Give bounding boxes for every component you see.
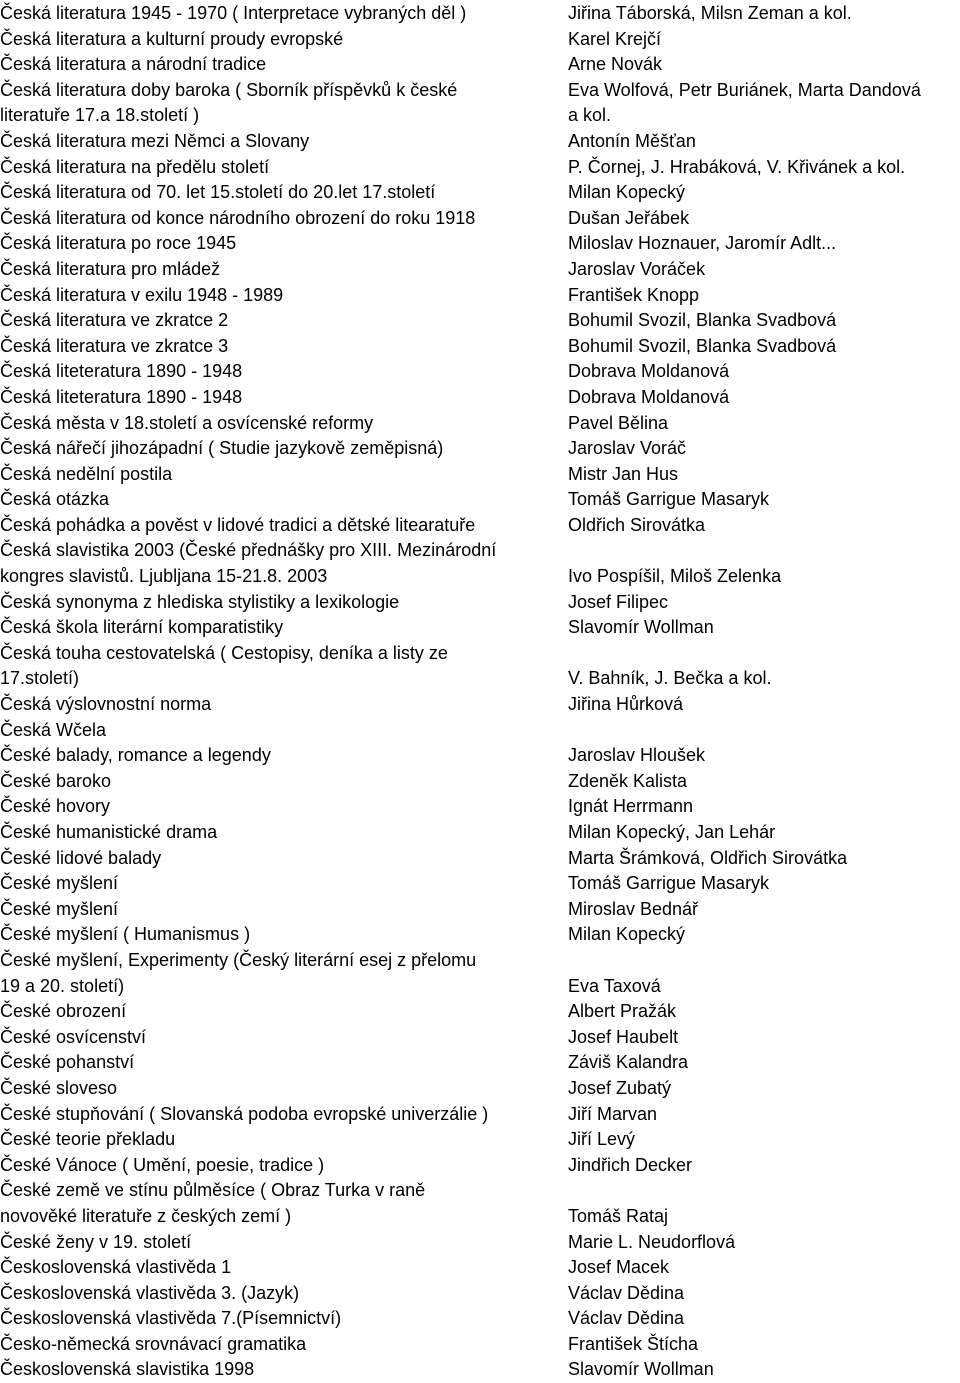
list-item: [0, 820, 960, 846]
book-author: Ivo Pospíšil, Miloš Zelenka: [568, 566, 782, 587]
book-author: Dobrava Moldanová: [568, 361, 730, 382]
book-author: Eva Taxová: [568, 975, 661, 996]
book-title: Česká Wčela: [0, 719, 107, 740]
book-title: České stupňování ( Slovanská podoba evropské univerzálie ): [0, 1103, 489, 1124]
book-author: František Knopp: [568, 284, 700, 305]
book-author: Josef Haubelt: [568, 1026, 679, 1047]
book-author: Miroslav Bednář: [568, 898, 699, 919]
book-author: Jiřina Táborská, Milsn Zeman a kol.: [568, 3, 852, 23]
list-item: [0, 334, 960, 360]
book-title: Česká slavistika 2003 (České přednášky pro XIII. Mezinárodní kongres slavistů. Ljubljana 15-21.8. 2003: [0, 540, 497, 587]
book-author: Milan Kopecký: [568, 182, 686, 203]
book-author: Albert Pražák: [568, 1001, 677, 1022]
list-item: [0, 718, 960, 744]
list-item: [0, 897, 960, 923]
book-author: Bohumil Svozil, Blanka Svadbová: [568, 335, 837, 356]
book-author: [560, 718, 960, 744]
list-item: [0, 52, 960, 78]
list-item: [0, 1332, 960, 1358]
book-author: Jiří Levý: [568, 1129, 636, 1150]
list-item: [0, 27, 960, 53]
book-title: Československá vlastivěda 1: [0, 1257, 232, 1278]
book-title: Česká nedělní postila: [0, 463, 173, 484]
book-title: Česká výslovnostní norma: [0, 694, 212, 715]
book-title: České ženy v 19. století: [0, 1231, 192, 1252]
book-author: Václav Dědina: [568, 1282, 685, 1303]
book-title: České myšlení: [0, 898, 119, 919]
book-title: České myšlení ( Humanismus ): [0, 924, 251, 945]
list-item: [0, 385, 960, 411]
book-author: Josef Zubatý: [568, 1077, 672, 1098]
list-item: [0, 129, 960, 155]
list-item: [0, 1306, 960, 1332]
list-item: [0, 1102, 960, 1128]
book-title: České humanistické drama: [0, 822, 218, 842]
book-title: České obrození: [0, 1001, 127, 1022]
book-author: Miloslav Hoznauer, Jaromír Adlt...: [568, 233, 837, 254]
list-item: [0, 1178, 960, 1229]
list-item: [0, 411, 960, 437]
list-item: [0, 615, 960, 641]
list-item: [0, 948, 960, 999]
list-item: [0, 1153, 960, 1179]
list-item: [0, 641, 960, 692]
book-title: Česká otázka: [0, 489, 110, 510]
book-author: Václav Dědina: [568, 1308, 685, 1329]
book-title: České země ve stínu půlměsíce ( Obraz Turka v raně novověké literatuře z českých zemí ): [0, 1180, 426, 1226]
book-author: Slavomír Wollman: [568, 1359, 714, 1380]
book-author: Arne Novák: [568, 54, 663, 75]
book-author: Tomáš Rataj: [568, 1205, 669, 1226]
book-title: České balady, romance a legendy: [0, 745, 271, 766]
book-author: Tomáš Garrigue Masaryk: [568, 873, 770, 894]
book-author: Mistr Jan Hus: [568, 463, 679, 484]
list-item: [0, 513, 960, 539]
book-author: Jaroslav Voráč: [568, 438, 687, 459]
book-title: Česká liteteratura 1890 - 1948: [0, 361, 243, 382]
book-author: Dobrava Moldanová: [568, 386, 730, 407]
list-item: [0, 1076, 960, 1102]
book-author: Jaroslav Hloušek: [568, 745, 706, 766]
book-author: Slavomír Wollman: [568, 617, 714, 638]
list-item: [0, 308, 960, 334]
book-title: Česká literatura a kulturní proudy evropské: [0, 28, 344, 49]
book-title: Česká škola literární komparatistiky: [0, 617, 284, 638]
book-author: Eva Wolfová, Petr Buriánek, Marta Dandová a kol.: [568, 79, 921, 126]
book-author: Milan Kopecký: [568, 924, 686, 945]
list-item: [0, 999, 960, 1025]
list-item: [0, 769, 960, 795]
book-title: Česko-německá srovnávací gramatika: [0, 1333, 307, 1354]
book-title: Česká literatura mezi Němci a Slovany: [0, 130, 310, 151]
list-item: [0, 283, 960, 309]
list-item: [0, 359, 960, 385]
book-title: Česká literatura pro mládež: [0, 258, 221, 279]
list-item: [0, 1255, 960, 1281]
book-title: České osvícenství: [0, 1026, 147, 1047]
book-author: Milan Kopecký, Jan Lehár: [568, 822, 776, 842]
list-item: [0, 1281, 960, 1307]
book-author: V. Bahník, J. Bečka a kol.: [568, 668, 772, 689]
book-author: František Štícha: [568, 1333, 699, 1354]
list-item: [0, 1230, 960, 1256]
list-item: [0, 462, 960, 488]
book-title: Československá vlastivěda 3. (Jazyk): [0, 1282, 300, 1303]
book-author: Jaroslav Voráček: [568, 258, 706, 279]
book-title: Česká touha cestovatelská ( Cestopisy, deníka a listy ze 17.století): [0, 642, 448, 689]
book-title: České hovory: [0, 796, 111, 817]
book-title: Česká literatura 1945 - 1970 ( Interpretace vybraných děl ): [0, 3, 467, 23]
book-title: České myšlení: [0, 873, 119, 894]
book-title: České Vánoce ( Umění, poesie, tradice ): [0, 1154, 325, 1175]
book-title: Československá vlastivěda 7.(Písemnictví): [0, 1308, 342, 1329]
list-item: [0, 1127, 960, 1153]
book-author: P. Čornej, J. Hrabáková, V. Křivánek a kol.: [568, 156, 906, 177]
list-item: [0, 231, 960, 257]
book-title: Česká pohádka a pověst v lidové tradici a dětské litearatuře: [0, 514, 476, 535]
book-title: České baroko: [0, 770, 112, 791]
book-author: Josef Macek: [568, 1257, 670, 1278]
book-title: Česká literatura ve zkratce 2: [0, 310, 229, 331]
book-title: Česká literatura od konce národního obrození do roku 1918: [0, 207, 476, 228]
book-title: Česká literatura po roce 1945: [0, 233, 237, 254]
book-author: Karel Krejčí: [568, 28, 662, 49]
list-item: [0, 922, 960, 948]
book-title: České sloveso: [0, 1077, 118, 1098]
list-item: [0, 436, 960, 462]
list-item: [0, 871, 960, 897]
book-title: Česká literatura na předělu století: [0, 156, 270, 177]
list-item: [0, 155, 960, 181]
book-author: Marie L. Neudorflová: [568, 1231, 736, 1252]
list-item: [0, 846, 960, 872]
book-author: Tomáš Garrigue Masaryk: [568, 489, 770, 510]
list-item: [0, 78, 960, 129]
list-item: [0, 180, 960, 206]
book-title: Česká liteteratura 1890 - 1948: [0, 386, 243, 407]
list-item: [0, 1357, 960, 1383]
book-author: Jiří Marvan: [568, 1103, 658, 1124]
book-title: Česká nářečí jihozápadní ( Studie jazykově zeměpisná): [0, 438, 444, 459]
list-item: [0, 1050, 960, 1076]
book-title: Česká literatura v exilu 1948 - 1989: [0, 284, 284, 305]
book-title: Česká literatura od 70. let 15.století do 20.let 17.století: [0, 182, 436, 203]
book-author: Antonín Měšťan: [568, 130, 696, 151]
book-author: Josef Filipec: [568, 591, 669, 612]
list-item: [0, 743, 960, 769]
book-author: Marta Šrámková, Oldřich Sirovátka: [568, 847, 848, 868]
book-author: Zdeněk Kalista: [568, 770, 688, 791]
book-author: Pavel Bělina: [568, 412, 669, 433]
book-title: České teorie překladu: [0, 1129, 176, 1150]
book-author: Dušan Jeřábek: [568, 207, 690, 228]
list-item: [0, 692, 960, 718]
book-title: Česká literatura a národní tradice: [0, 54, 267, 75]
book-title: Česká literatura doby baroka ( Sborník příspěvků k české literatuře 17.a 18.století ): [0, 79, 458, 126]
book-title: České lidové balady: [0, 847, 162, 868]
book-author: Jiřina Hůrková: [568, 694, 684, 715]
book-author: Oldřich Sirovátka: [568, 514, 706, 535]
book-author: Záviš Kalandra: [568, 1052, 689, 1073]
list-item: [0, 794, 960, 820]
list-item: [0, 1025, 960, 1051]
list-item: [0, 206, 960, 232]
book-title: Československá slavistika 1998: [0, 1359, 255, 1380]
book-author: Bohumil Svozil, Blanka Svadbová: [568, 310, 837, 331]
book-author: Ignát Herrmann: [568, 796, 694, 817]
list-item: [0, 590, 960, 616]
list-item: [0, 538, 960, 589]
book-title: Česká synonyma z hlediska stylistiky a lexikologie: [0, 591, 400, 612]
list-item: [0, 487, 960, 513]
book-title: Česká města v 18.století a osvícenské reformy: [0, 412, 374, 433]
book-author: Jindřich Decker: [568, 1154, 693, 1175]
book-title: Česká literatura ve zkratce 3: [0, 335, 229, 356]
list-item: [0, 257, 960, 283]
list-item: [0, 1, 960, 27]
book-title: České myšlení, Experimenty (Český literární esej z přelomu 19 a 20. století): [0, 949, 477, 996]
book-title: České pohanství: [0, 1052, 135, 1073]
